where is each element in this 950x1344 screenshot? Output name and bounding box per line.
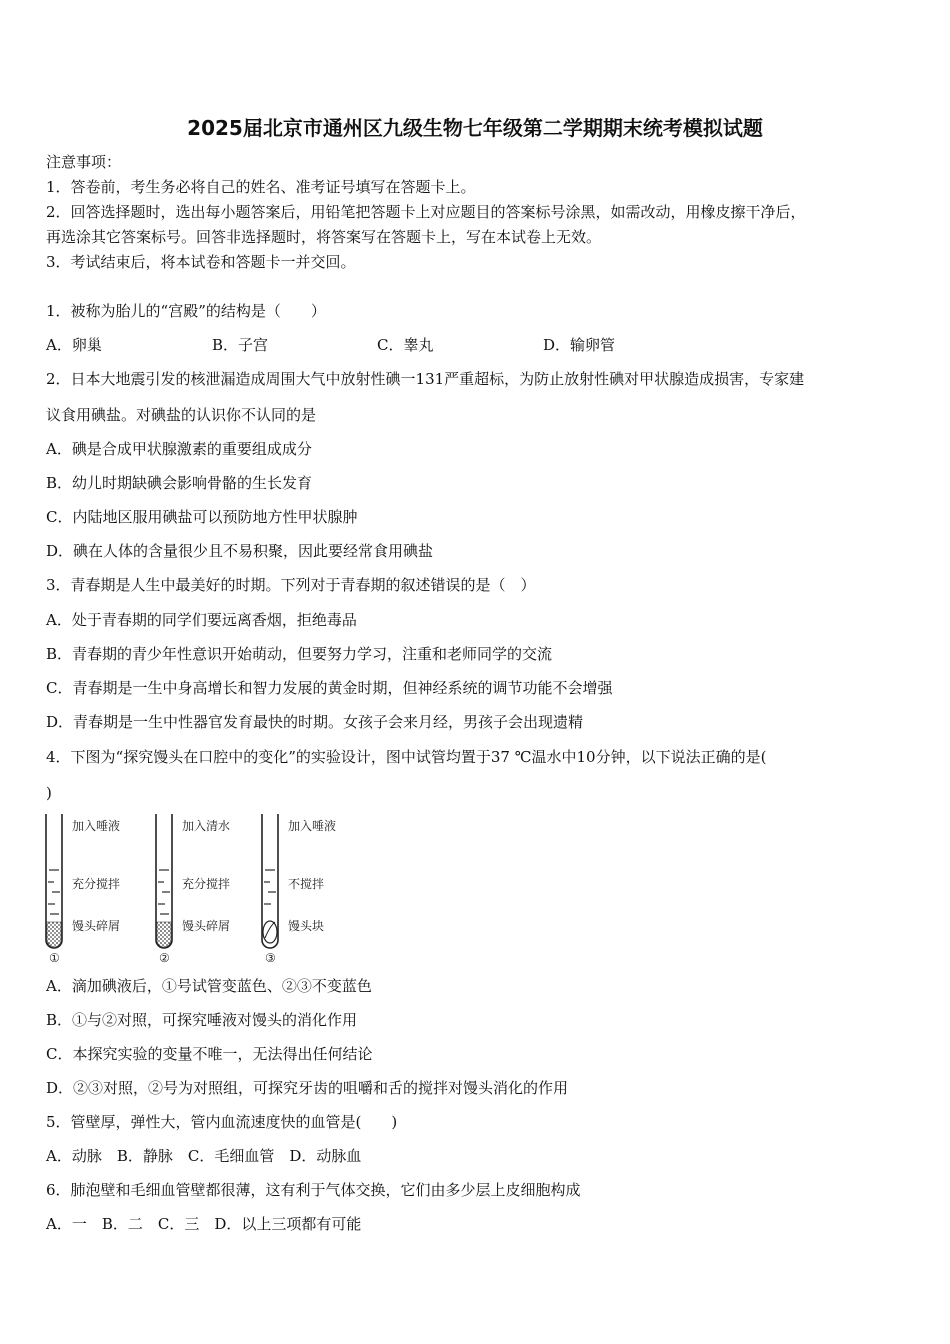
notice-item: 再选涂其它答案标号。回答非选择题时，将答案写在答题卡上，写在本试卷上无效。	[46, 228, 602, 246]
question-6-stem: 6．肺泡壁和毛细血管壁都很薄，这有利于气体交换，它们由多少层上皮细胞构成	[46, 1181, 581, 1199]
page-title: 2025届北京市通州区九级生物七年级第二学期期末统考模拟试题	[187, 116, 763, 140]
question-2-stem: 2．日本大地震引发的核泄漏造成周围大气中放射性碘一131严重超标，为防止放射性碘对甲状腺造成损害，专家建	[46, 370, 805, 388]
notice-heading: 注意事项：	[46, 153, 122, 171]
notice-item: 1．答卷前，考生务必将自己的姓名、准考证号填写在答题卡上。	[46, 178, 476, 196]
tube-2-number: ②	[159, 951, 170, 965]
tube-3-bottom-label: 馒头块	[288, 919, 325, 933]
question-1-option-a: A．卵巢	[46, 336, 102, 354]
tube-1-liquid	[48, 870, 60, 914]
tube-1-bottom-label: 馒头碎屑	[72, 919, 121, 933]
test-tube-figure	[40, 810, 360, 970]
question-3-stem: 3．青春期是人生中最美好的时期。下列对于青春期的叙述错误的是（ ）	[46, 576, 536, 594]
question-3-option-c: C．青春期是一生中身高增长和智力发展的黄金时期，但神经系统的调节功能不会增强	[46, 679, 613, 697]
question-1-option-b: B．子宫	[212, 336, 269, 354]
tube-3-mid-label: 不搅拌	[288, 877, 325, 891]
tube-2-bottom-label: 馒头碎屑	[182, 919, 231, 933]
question-5-options: A．动脉 B．静脉 C．毛细血管 D．动脉血	[46, 1147, 362, 1165]
notice-item: 2．回答选择题时，选出每小题答案后，用铅笔把答题卡上对应题目的答案标号涂黑，如需改动，用橡皮擦干净后，	[46, 203, 806, 221]
question-4-option-d: D．②③对照，②号为对照组，可探究牙齿的咀嚼和舌的搅拌对馒头消化的作用	[46, 1079, 569, 1097]
question-3-option-a: A．处于青春期的同学们要远离香烟，拒绝毒品	[46, 611, 357, 629]
question-1-option-d: D．输卵管	[543, 336, 616, 354]
tube-1-top-label: 加入唾液	[72, 819, 121, 833]
test-tube-2	[156, 814, 230, 965]
tube-2-mid-label: 充分搅拌	[182, 877, 231, 891]
notice-item: 3．考试结束后，将本试卷和答题卡一并交回。	[46, 253, 356, 271]
question-6-options: A．一 B．二 C．三 D．以上三项都有可能	[46, 1215, 362, 1233]
tube-1-crumbs	[47, 922, 61, 947]
question-4-option-b: B．①与②对照，可探究唾液对馒头的消化作用	[46, 1011, 358, 1029]
tube-2-crumbs	[157, 922, 171, 947]
test-tube-1	[46, 814, 120, 965]
tube-1-mid-label: 充分搅拌	[72, 877, 121, 891]
question-4-option-c: C．本探究实验的变量不唯一，无法得出任何结论	[46, 1045, 373, 1063]
question-2-option-d: D．碘在人体的含量很少且不易积聚，因此要经常食用碘盐	[46, 542, 434, 560]
question-2-option-c: C．内陆地区服用碘盐可以预防地方性甲状腺肿	[46, 508, 358, 526]
question-5-stem: 5．管壁厚，弹性大，管内血流速度快的血管是( )	[46, 1113, 398, 1131]
tube-3-number: ③	[265, 951, 276, 965]
question-1-options	[46, 335, 906, 355]
question-2-option-b: B．幼儿时期缺碘会影响骨骼的生长发育	[46, 474, 313, 492]
tube-3-top-label: 加入唾液	[288, 819, 337, 833]
question-1-option-c: C．睾丸	[377, 336, 434, 354]
question-2-stem-cont: 议食用碘盐。对碘盐的认识你不认同的是	[46, 406, 317, 424]
tube-2-liquid	[158, 870, 170, 914]
question-1-stem: 1．被称为胎儿的“宫殿”的结构是（ ）	[46, 302, 326, 320]
question-4-stem: 4．下图为“探究馒头在口腔中的变化”的实验设计，图中试管均置于37 ℃温水中10分钟，以下说法正确的是(	[46, 748, 767, 766]
question-4-stem-cont: )	[46, 784, 52, 802]
test-tube-3	[262, 814, 336, 965]
tube-3-liquid	[264, 870, 276, 904]
tube-2-top-label: 加入清水	[182, 819, 231, 833]
question-4-option-a: A．滴加碘液后，①号试管变蓝色、②③不变蓝色	[46, 977, 372, 995]
question-3-option-b: B．青春期的青少年性意识开始萌动，但要努力学习，注重和老师同学的交流	[46, 645, 553, 663]
question-3-option-d: D．青春期是一生中性器官发育最快的时期。女孩子会来月经，男孩子会出现遗精	[46, 713, 584, 731]
tube-1-number: ①	[49, 951, 60, 965]
question-2-option-a: A．碘是合成甲状腺激素的重要组成成分	[46, 440, 312, 458]
tube-3-bread-block	[263, 921, 277, 943]
